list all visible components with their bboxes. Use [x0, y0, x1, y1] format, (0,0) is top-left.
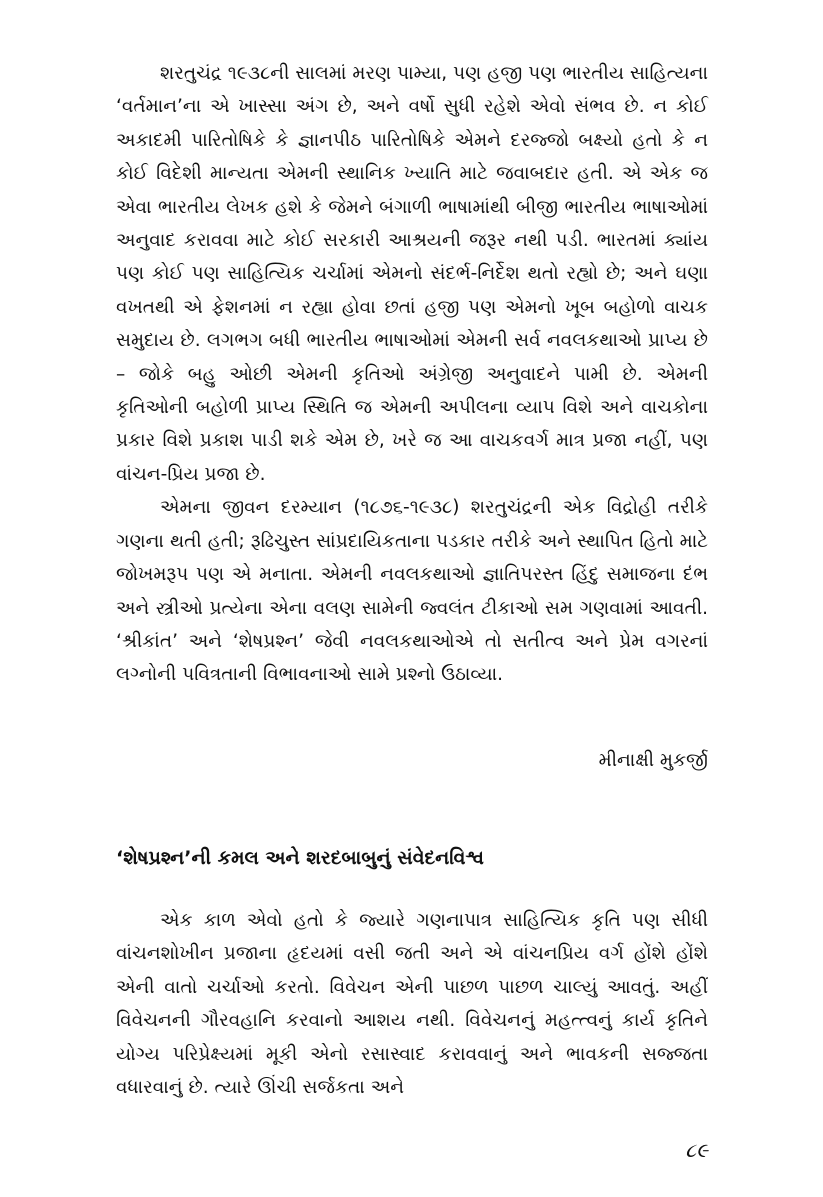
paragraph: એક કાળ એવો હતો કે જ્યારે ગણનાપાત્ર સાહિત્યિક કૃતિ પણ સીધી વાંચનશોખીન પ્રજાના હૃદયમાં વસી જતી અને એ વાંચનપ્રિય વર્ગ હોંશે હોંશે એની વાતો ચર્ચાઓ કરતો. વિવેચન એની પાછળ પાછળ ચાલ્યું આવતું. અહીં વિવેચનની ગૌરવહાનિ કરવાનો આશય નથી. વિવેચનનું મહત્ત્વનું કાર્ય કૃતિને યોગ્ય પરિપ્રેક્ષ્યમાં મૂકી એનો રસાસ્વાદ કરાવવાનું અને ભાવકની સજ્જતા વધારવાનું છે. ત્યારે ઊંચી સર્જકતા અને: [116, 910, 708, 1099]
paragraph: એમના જીવન દરમ્યાન (૧૮૭૬-૧૯૩૮) શરતુચંદ્રની એક વિદ્રોહી તરીકે ગણના થતી હતી; રૂઢિચુસ્ત સાંપ્રદાયિકતાના પડકાર તરીકે અને સ્થાપિત હિતો માટે જોખમરૂપ પણ એ મનાતા. એમની નવલકથાઓ જ્ઞાતિપરસ્ત હિંદુ સમાજના દંભ અને સ્ત્રીઓ પ્રત્યેના એના વલણ સામેની જ્વલંત ટીકાઓ સમ ગણવામાં આવતી. ‘શ્રીકાંત’ અને ‘શેષપ્રશ્ન’ જેવી નવલકથાઓએ તો સતીત્વ અને પ્રેમ વગરનાં લગ્નોની પવિત્રતાની વિભાવનાઓ સામે પ્રશ્નો ઉઠાવ્યા.: [116, 497, 708, 686]
article-2-body: [116, 904, 708, 1104]
section-heading: ‘શેષપ્રશ્ન’ની કમલ અને શરદબાબુનું સંવેદનવિશ્વ: [116, 847, 484, 869]
page-number: ૮૯: [685, 1138, 708, 1162]
author-signature: મીનાક્ષી મુકર્જી: [598, 750, 708, 771]
article-1-body: [116, 57, 708, 692]
paragraph: શરતુચંદ્ર ૧૯૩૮ની સાલમાં મરણ પામ્યા, પણ હજી પણ ભારતીય સાહિત્યના ‘વર્તમાન’ના એ ખાસ્સા અંગ છે, અને વર્ષો સુધી રહેશે એવો સંભવ છે. ન કોઈ અકાદમી પારિતોષિકે કે જ્ઞાનપીઠ પારિતોષિકે એમને દરજ્જો બક્ષ્યો હતો કે ન કોઈ વિદેશી માન્યતા એમની સ્થાનિક ખ્યાતિ માટે જવાબદાર હતી. એ એક જ એવા ભારતીય લેખક હશે કે જેમને બંગાળી ભાષામાંથી બીજી ભારતીય ભાષાઓમાં અનુવાદ કરાવવા માટે કોઈ સરકારી આશ્રયની જરૂર નથી પડી. ભારતમાં ક્યાંય પણ કોઈ પણ સાહિત્યિક ચર્ચામાં એમનો સંદર્ભ-નિર્દેશ થતો રહ્યો છે; અને ઘણા વખતથી એ ફેશનમાં ન રહ્યા હોવા છતાં હજી પણ એમનો ખૂબ બહોળો વાચક સમુદાય છે. લગભગ બધી ભારતીય ભાષાઓમાં એમની સર્વ નવલકથાઓ પ્રાપ્ય છે – જોકે બહુ ઓછી એમની કૃતિઓ અંગ્રેજી અનુવાદને પામી છે. એમની કૃતિઓની બહોળી પ્રાપ્ય સ્થિતિ જ એમની અપીલના વ્યાપ વિશે અને વાચકોના પ્રકાર વિશે પ્રકાશ પાડી શકે એમ છે, ખરે જ આ વાચકવર્ગ માત્ર પ્રજા નહીં, પણ વાંચન-પ્રિય પ્રજા છે.: [116, 63, 708, 485]
